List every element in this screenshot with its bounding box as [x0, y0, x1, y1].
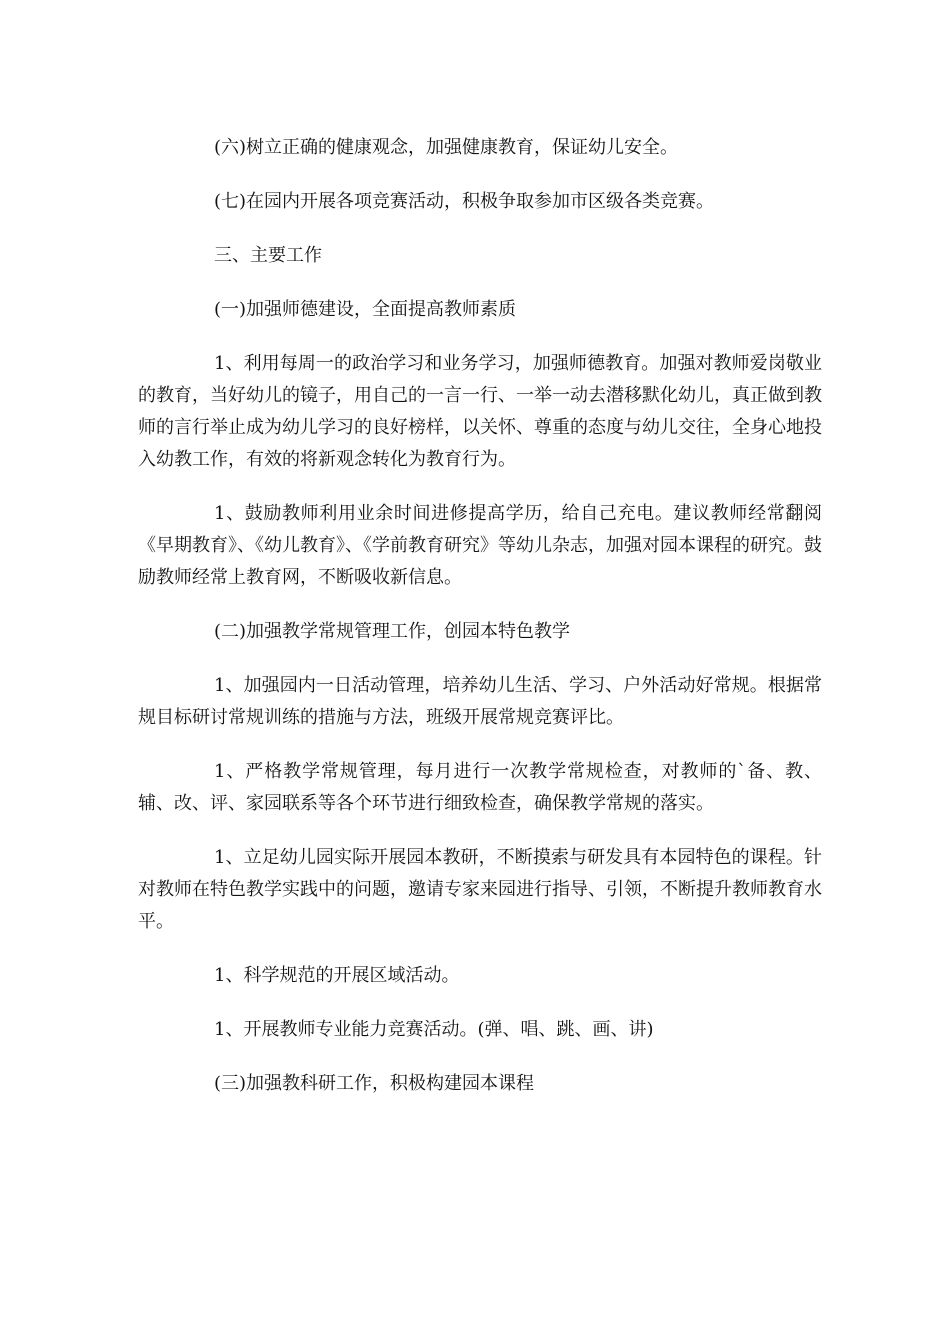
paragraph-daily-activities: 1、加强园内一日活动管理，培养幼儿生活、学习、户外活动好常规。根据常规目标研讨常规训练的措施与方法，班级开展常规竞赛评比。 [138, 675, 822, 728]
subheading-research-work: (三)加强教科研工作，积极构建园本课程 [214, 1073, 535, 1094]
subheading-teaching-routine: (二)加强教学常规管理工作，创园本特色教学 [214, 621, 571, 642]
paragraph-political-study: 1、利用每周一的政治学习和业务学习，加强师德教育。加强对教师爱岗敬业的教育，当好幼儿的镜子，用自己的一言一行、一举一动去潜移默化幼儿，真正做到教师的言行举止成为幼儿学习的良好榜样，以关怀、尊重的态度与幼儿交往，全身心地投入幼教工作，有效的将新观念转化为教育行为。 [138, 353, 822, 470]
paragraph-routine-inspection: 1、严格教学常规管理，每月进行一次教学常规检查，对教师的`备、教、辅、改、评、家园联系等各个环节进行细致检查，确保教学常规的落实。 [138, 761, 822, 814]
paragraph-health-education: (六)树立正确的健康观念，加强健康教育，保证幼儿安全。 [214, 137, 679, 158]
paragraph-competitions: (七)在园内开展各项竞赛活动，积极争取参加市区级各类竞赛。 [214, 191, 715, 212]
document-body [138, 132, 822, 1100]
subheading-teacher-ethics: (一)加强师德建设，全面提高教师素质 [214, 299, 517, 320]
paragraph-area-activities: 1、科学规范的开展区域活动。 [214, 965, 460, 986]
section-heading-main-work: 三、主要工作 [214, 245, 322, 266]
paragraph-school-research: 1、立足幼儿园实际开展园本教研，不断摸索与研发具有本园特色的课程。针对教师在特色教学实践中的问题，邀请专家来园进行指导、引领，不断提升教师教育水平。 [138, 847, 822, 932]
paragraph-further-study: 1、鼓励教师利用业余时间进修提高学历，给自己充电。建议教师经常翻阅《早期教育》、《幼儿教育》、《学前教育研究》等幼儿杂志，加强对园本课程的研究。鼓励教师经常上教育网，不断吸收新信息。 [138, 503, 822, 588]
paragraph-skills-competition: 1、开展教师专业能力竞赛活动。(弹、唱、跳、画、讲) [214, 1019, 654, 1040]
